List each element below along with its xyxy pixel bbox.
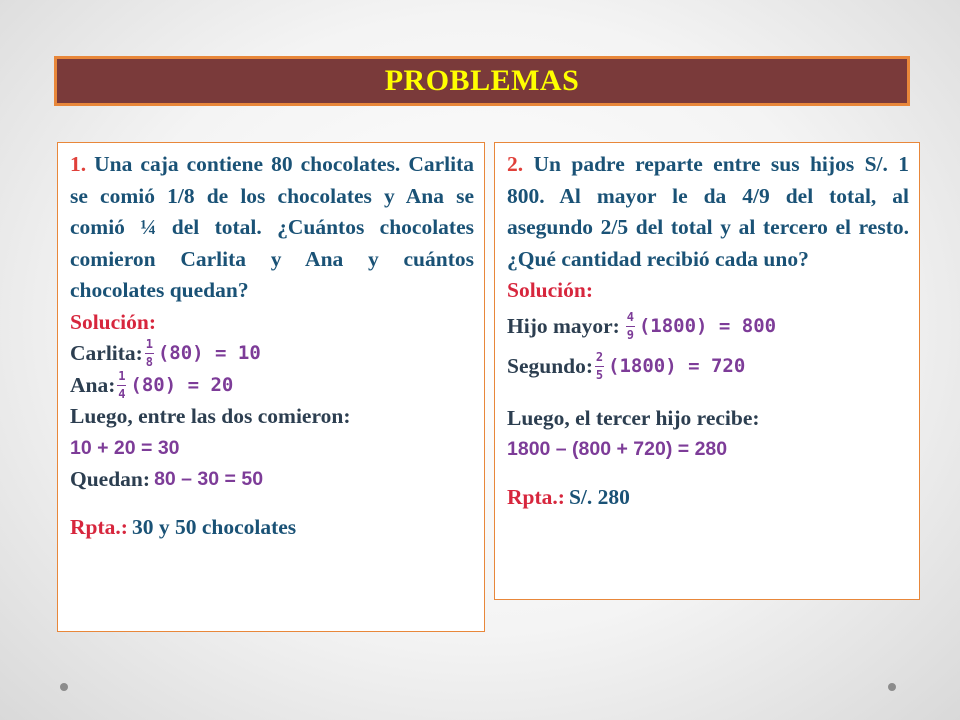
problem-1-sum: 10 + 20 = 30 [70,436,180,459]
problem-1-statement-block [70,149,474,307]
problem-2-answer-label: Rpta.: [507,484,565,509]
title-banner [54,56,910,106]
segundo-label: Segundo: [507,353,594,378]
spacer [507,466,909,482]
mayor-expression: (1800) = 800 [638,314,777,337]
page-title: PROBLEMAS [384,64,580,97]
ana-fraction [117,370,126,401]
fraction-bar [145,353,154,354]
spacer [507,387,909,403]
carlita-label: Carlita: [70,341,143,365]
segundo-fraction [595,351,604,382]
problem-1-quedan-line [70,464,474,496]
slide-dot-right [888,683,896,691]
mayor-fraction [626,311,635,342]
problem-2-answer-line [507,482,909,514]
problem-1-ana-line [70,370,474,402]
problem-1-statement: Una caja contiene 80 chocolates. Carlita se comió 1/8 de los chocolates y Ana se comió ¼ del total. ¿Cuántos chocolates comieron Carlita y Ana y cuántos chocolates quedan? [70,152,475,302]
carlita-fraction-denominator: 8 [145,355,153,370]
problem-1-answer-line [70,512,474,544]
fraction-bar [117,385,126,386]
quedan-expression: 80 – 30 = 50 [154,468,264,490]
problem-2-answer-value: S/. 280 [568,484,630,509]
carlita-fraction [145,338,154,369]
problem-1-solution-label: Solución: [70,309,157,334]
problem-1-answer-value: 30 y 50 chocolates [131,514,297,539]
slide-dot-left [60,683,68,691]
ana-fraction-numerator: 1 [118,368,126,383]
problem-2-number: 2. [507,152,524,176]
quedan-label: Quedan: [70,467,151,491]
problem-2-statement-block [507,149,909,275]
ana-expression: (80) = 20 [130,373,234,396]
carlita-fraction-numerator: 1 [145,337,153,352]
carlita-expression: (80) = 10 [157,342,261,364]
problem-1-answer-label: Rpta.: [70,514,128,539]
problem-2-luego-text: Luego, el tercer hijo recibe: [507,405,760,430]
problem-1-luego-text: Luego, entre las dos comieron: [70,404,351,428]
mayor-label: Hijo mayor: [507,313,620,338]
problem-1-carlita-line [70,338,474,370]
segundo-fraction-denominator: 5 [595,368,604,382]
problem-2-solution-label: Solución: [507,278,594,302]
mayor-fraction-denominator: 9 [626,328,634,342]
fraction-bar [595,366,604,367]
segundo-expression: (1800) = 720 [608,354,746,377]
problem-2-statement: Un padre reparte entre sus hijos S/. 1 800. Al mayor le da 4/9 del total, al asegundo 2/5 del total y al tercero el resto. ¿Qué cantidad recibió cada uno? [507,152,910,271]
spacer [70,496,474,512]
problem-2-mayor-line [507,307,909,347]
ana-fraction-denominator: 4 [118,386,126,401]
problem-1-number: 1. [70,152,87,176]
problem-2-segundo-line [507,347,909,387]
ana-label: Ana: [70,372,116,397]
problem-1-box [57,142,485,632]
segundo-fraction-numerator: 2 [595,350,604,364]
problem-2-calculation: 1800 – (800 + 720) = 280 [507,438,728,460]
problem-2-box [494,142,920,600]
fraction-bar [626,326,635,327]
mayor-fraction-numerator: 4 [626,310,634,324]
